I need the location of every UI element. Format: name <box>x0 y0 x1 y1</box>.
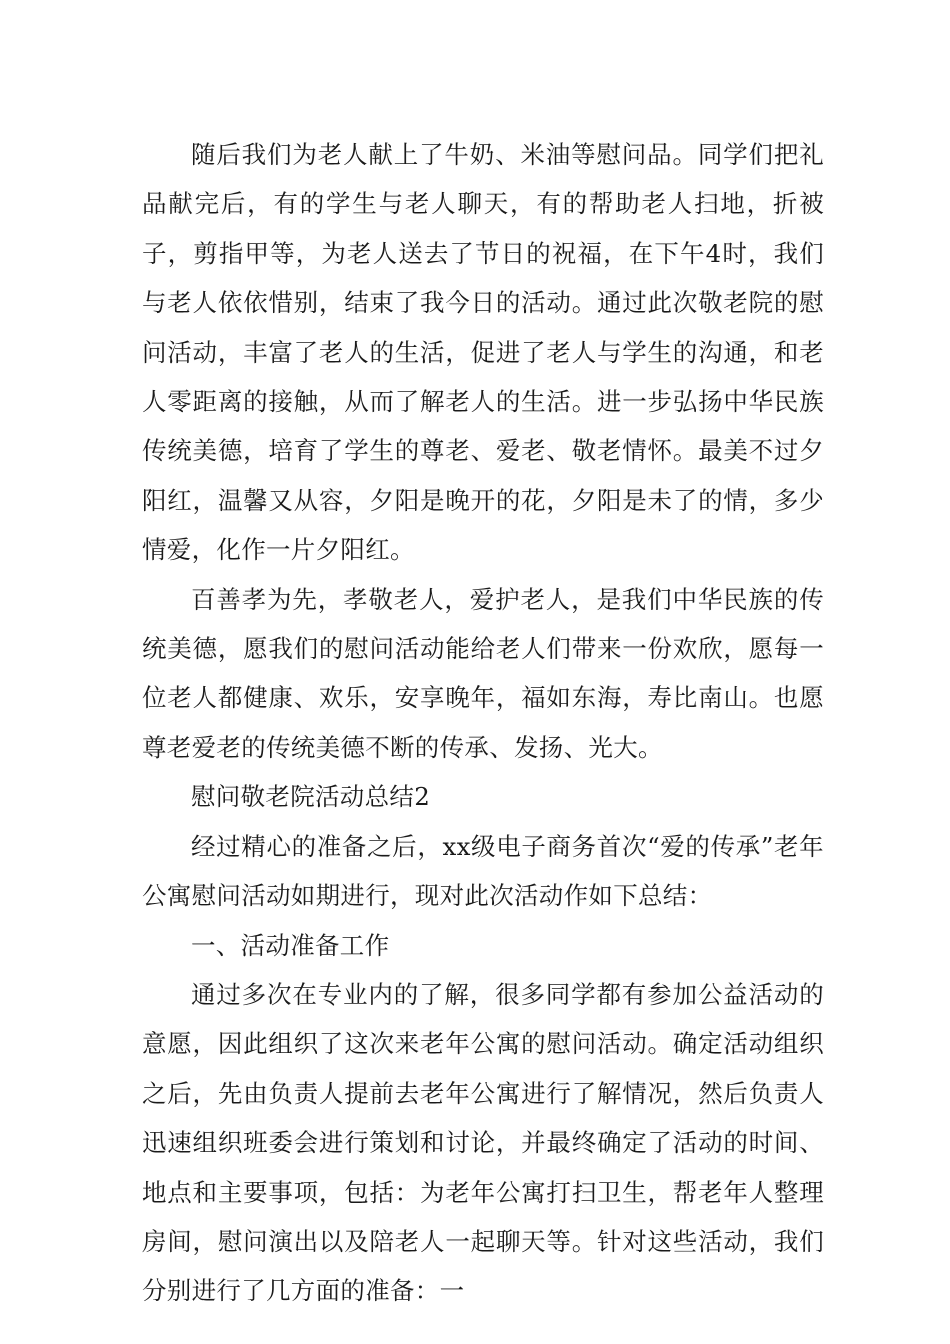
paragraph-filial-piety: 百善孝为先，孝敬老人，爱护老人，是我们中华民族的传统美德，愿我们的慰问活动能给老人们带来一份欢欣，愿每一位老人都健康、欢乐，安享晚年，福如东海，寿比南山。也愿尊老爱老的传统美德不断的传承、发扬、光大。 <box>142 584 824 762</box>
paragraph-intro: 经过精心的准备之后，xx级电子商务首次“爱的传承”老年公寓慰问活动如期进行，现对此次活动作如下总结： <box>142 831 824 911</box>
paragraph-visit-gifts: 随后我们为老人献上了牛奶、米油等慰问品。同学们把礼品献完后，有的学生与老人聊天，有的帮助老人扫地，折被子，剪指甲等，为老人送去了节日的祝福，在下午4时，我们与老人依依惜别，结束了我今日的活动。通过此次敬老院的慰问活动，丰富了老人的生活，促进了老人与学生的沟通，和老人零距离的接触，从而了解老人的生活。进一步弘扬中华民族传统美德，培育了学生的尊老、爱老、敬老情怀。最美不过夕阳红，温馨又从容，夕阳是晚开的花，夕阳是未了的情，多少情爱，化作一片夕阳红。 <box>142 140 824 565</box>
section-title-summary-2: 慰问敬老院活动总结2 <box>191 782 431 812</box>
section-heading-preparation: 一、活动准备工作 <box>191 930 390 960</box>
document-body <box>142 130 824 1316</box>
paragraph-preparation: 通过多次在专业内的了解，很多同学都有参加公益活动的意愿，因此组织了这次来老年公寓的慰问活动。确定活动组织之后，先由负责人提前去老年公寓进行了解情况，然后负责人迅速组织班委会进行策划和讨论，并最终确定了活动的时间、地点和主要事项，包括：为老年公寓打扫卫生，帮老年人整理房间，慰问演出以及陪老人一起聊天等。针对这些活动，我们分别进行了几方面的准备：一 <box>142 979 824 1306</box>
